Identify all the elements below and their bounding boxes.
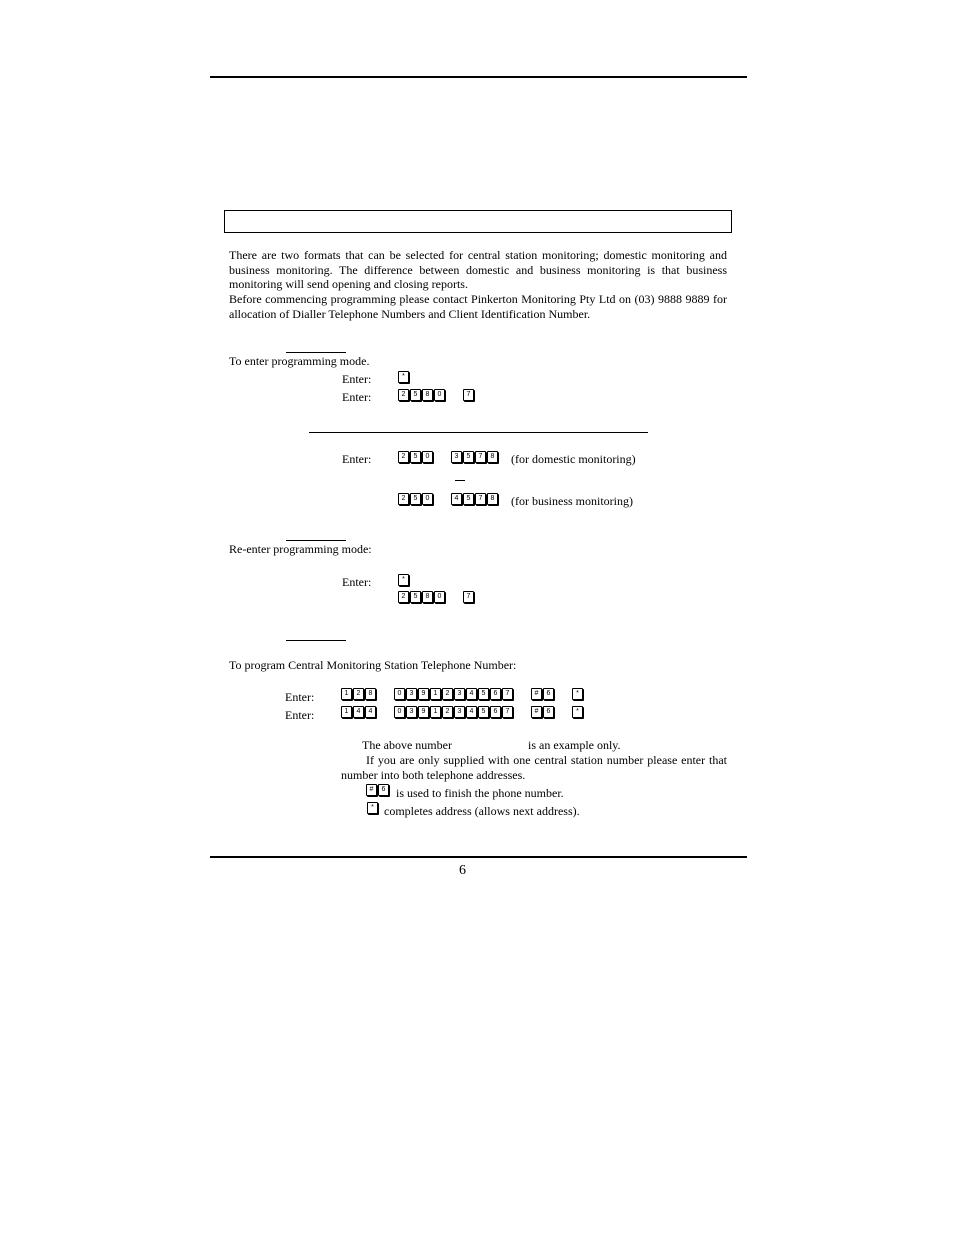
key-group-spacer (435, 451, 449, 464)
keypad-key-3: 3 (451, 451, 462, 463)
business-keys (398, 493, 498, 506)
keypad-key-8: 8 (487, 493, 498, 505)
key-group (398, 371, 409, 384)
format-heading-underline (309, 432, 648, 433)
key-group (463, 591, 474, 604)
keypad-key-0: 0 (394, 688, 405, 700)
keypad-key-4: 4 (466, 688, 477, 700)
keypad-key-2: 2 (398, 389, 409, 401)
intro-paragraph-1: There are two formats that can be selected for central station monitoring; domestic monitoring and business monitoring. The difference between domestic and business monitoring is that business monitoring will send opening and closing reports. (229, 248, 727, 291)
keypad-key-8: 8 (422, 389, 433, 401)
keypad-key-9: 9 (418, 706, 429, 718)
key-group (531, 706, 554, 719)
keypad-key-star: * (572, 688, 583, 700)
note-single-number-text: If you are only supplied with one central station number please enter that number into both telephone addresses. (341, 753, 727, 782)
step2-keys-1 (398, 574, 409, 587)
step1-heading-underline (286, 352, 346, 353)
keypad-key-8: 8 (487, 451, 498, 463)
keypad-key-2: 2 (442, 688, 453, 700)
key-group (398, 574, 409, 587)
domestic-keys (398, 451, 498, 464)
keypad-key-0: 0 (434, 389, 445, 401)
page-number: 6 (459, 863, 466, 878)
note-hash-text: is used to finish the phone number. (396, 786, 564, 800)
keypad-key-hash: # (531, 706, 542, 718)
keypad-key-2: 2 (442, 706, 453, 718)
key-group (398, 451, 433, 464)
key-group (572, 688, 583, 701)
keypad-key-0: 0 (434, 591, 445, 603)
note-example-a: The above number (362, 738, 452, 752)
key-group-spacer (556, 706, 570, 719)
business-text: (for business monitoring) (511, 494, 633, 508)
section-title-box (224, 210, 732, 233)
keypad-key-3: 3 (454, 688, 465, 700)
keypad-key-3: 3 (406, 688, 417, 700)
key-group (451, 451, 498, 464)
key-group (451, 493, 498, 506)
key-group (394, 706, 513, 719)
key-group (341, 706, 376, 719)
keypad-key-4: 4 (365, 706, 376, 718)
step1-enter-label-2: Enter: (342, 390, 372, 404)
step3-text: To program Central Monitoring Station Telephone Number: (229, 658, 517, 672)
keypad-key-2: 2 (398, 493, 409, 505)
note-star-text: completes address (allows next address). (384, 804, 580, 818)
key-group (394, 688, 513, 701)
step1-keys-2 (398, 389, 474, 402)
keypad-key-5: 5 (478, 706, 489, 718)
key-group-spacer (515, 706, 529, 719)
keypad-key-5: 5 (410, 451, 421, 463)
keypad-key-1: 1 (341, 688, 352, 700)
keypad-key-hash: # (366, 784, 377, 796)
keypad-key-0: 0 (422, 493, 433, 505)
key-group-spacer (447, 389, 461, 402)
keypad-key-5: 5 (410, 389, 421, 401)
keypad-key-5: 5 (410, 493, 421, 505)
step3-heading-underline (286, 640, 346, 641)
key-group-spacer (515, 688, 529, 701)
keypad-key-7: 7 (502, 706, 513, 718)
key-group (398, 493, 433, 506)
keypad-key-6: 6 (490, 688, 501, 700)
keypad-key-5: 5 (463, 451, 474, 463)
key-group (463, 389, 474, 402)
step2-keys-2 (398, 591, 474, 604)
key-group-spacer (378, 688, 392, 701)
key-group-spacer (378, 706, 392, 719)
or-underline (455, 480, 465, 481)
keypad-key-6: 6 (543, 688, 554, 700)
keypad-key-0: 0 (394, 706, 405, 718)
note-star-keys (367, 802, 378, 815)
footer-rule (210, 856, 747, 858)
keypad-key-6: 6 (543, 706, 554, 718)
step1-text: To enter programming mode. (229, 354, 370, 368)
keypad-key-0: 0 (422, 451, 433, 463)
keypad-key-5: 5 (410, 591, 421, 603)
intro-paragraph-2: Before commencing programming please contact Pinkerton Monitoring Pty Ltd on (03) 9888 9889 for allocation of Dialler Telephone Numbers and Client Identification Number. (229, 292, 727, 321)
keypad-key-6: 6 (490, 706, 501, 718)
step2-text: Re-enter programming mode: (229, 542, 372, 556)
keypad-key-7: 7 (475, 493, 486, 505)
telephone-keys-1 (341, 688, 583, 701)
keypad-key-7: 7 (502, 688, 513, 700)
step3-enter-label-2: Enter: (285, 708, 315, 722)
step1-enter-label-1: Enter: (342, 372, 372, 386)
keypad-key-7: 7 (463, 389, 474, 401)
telephone-keys-2 (341, 706, 583, 719)
keypad-key-star: * (572, 706, 583, 718)
note-single-number (341, 753, 727, 783)
domestic-text: (for domestic monitoring) (511, 452, 636, 466)
keypad-key-4: 4 (353, 706, 364, 718)
keypad-key-2: 2 (353, 688, 364, 700)
keypad-key-star: * (398, 574, 409, 586)
step3-enter-label-1: Enter: (285, 690, 315, 704)
keypad-key-8: 8 (422, 591, 433, 603)
keypad-key-6: 6 (378, 784, 389, 796)
note-hash-keys (366, 784, 389, 797)
keypad-key-2: 2 (398, 451, 409, 463)
keypad-key-9: 9 (418, 688, 429, 700)
keypad-key-7: 7 (475, 451, 486, 463)
keypad-key-5: 5 (463, 493, 474, 505)
header-rule (210, 76, 747, 78)
key-group (531, 688, 554, 701)
key-group (572, 706, 583, 719)
keypad-key-3: 3 (406, 706, 417, 718)
key-group (341, 688, 376, 701)
key-group (398, 389, 445, 402)
key-group (366, 784, 389, 797)
keypad-key-4: 4 (466, 706, 477, 718)
keypad-key-8: 8 (365, 688, 376, 700)
key-group-spacer (435, 493, 449, 506)
keypad-key-7: 7 (463, 591, 474, 603)
note-example-b: is an example only. (528, 738, 621, 752)
format-enter-label: Enter: (342, 452, 372, 466)
keypad-key-3: 3 (454, 706, 465, 718)
keypad-key-1: 1 (430, 706, 441, 718)
key-group-spacer (447, 591, 461, 604)
key-group (398, 591, 445, 604)
key-group (367, 802, 378, 815)
step1-keys-1 (398, 371, 409, 384)
keypad-key-hash: # (531, 688, 542, 700)
keypad-key-1: 1 (430, 688, 441, 700)
keypad-key-2: 2 (398, 591, 409, 603)
step2-heading-underline (286, 540, 346, 541)
keypad-key-star: * (367, 802, 378, 814)
keypad-key-1: 1 (341, 706, 352, 718)
keypad-key-star: * (398, 371, 409, 383)
keypad-key-5: 5 (478, 688, 489, 700)
key-group-spacer (556, 688, 570, 701)
keypad-key-4: 4 (451, 493, 462, 505)
step2-enter-label: Enter: (342, 575, 372, 589)
